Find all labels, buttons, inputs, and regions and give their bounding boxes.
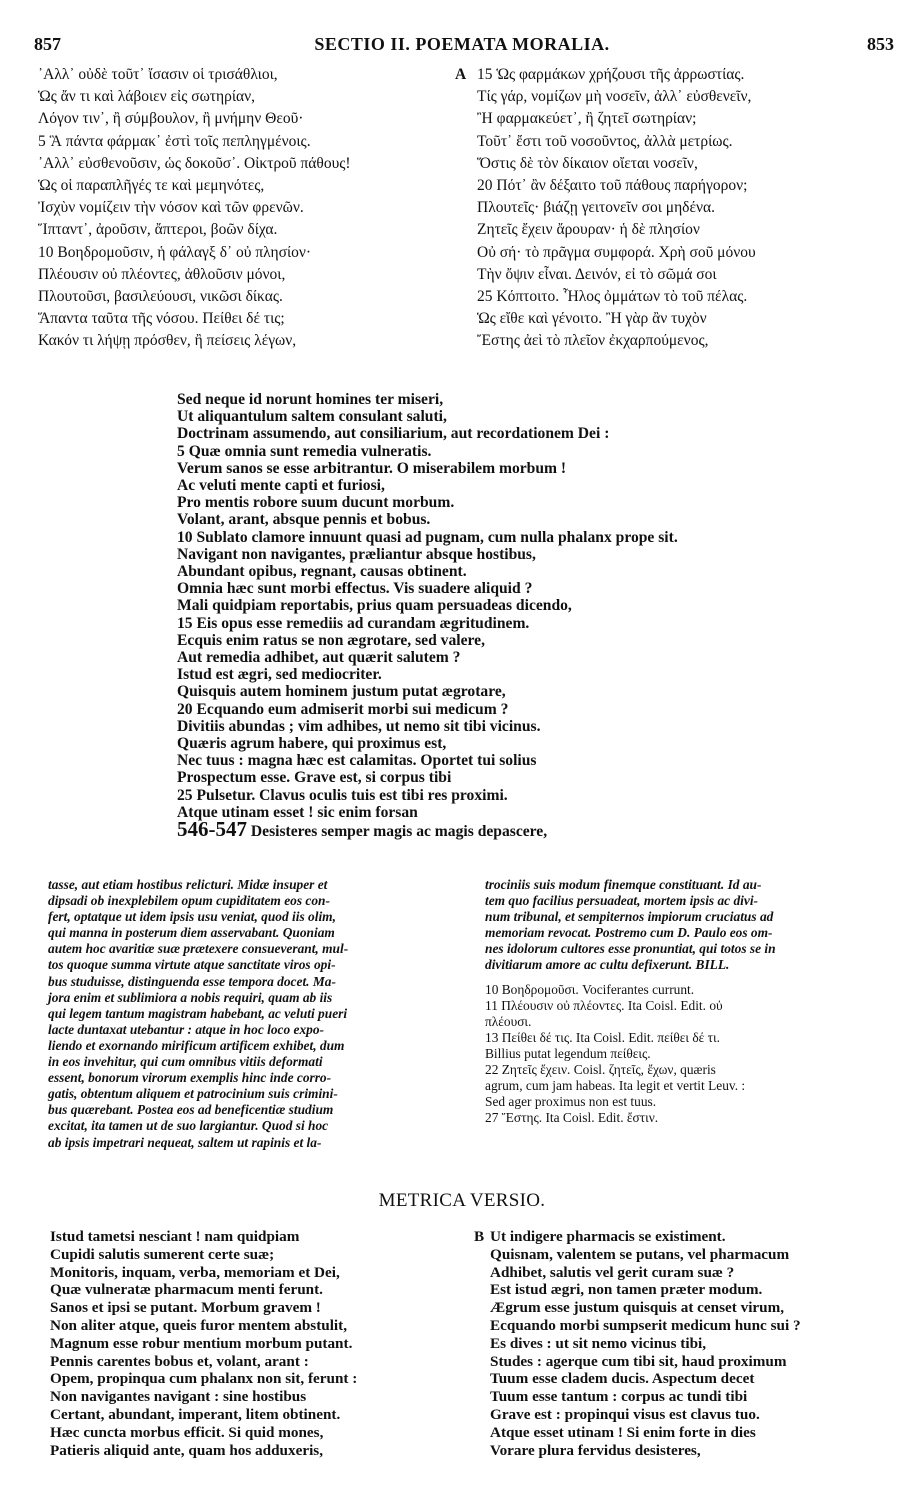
latin-verse-line: Divitiis abundas ; vim adhibes, ut nemo sit tibi vicinus. [177, 717, 541, 735]
greek-verse-line: Πλουτοῦσι, βασιλεύουσι, νικῶσι δίκας. [38, 288, 283, 306]
metrica-verse-line: Ecquando morbi sumpserit medicum hunc sui ? [490, 1316, 801, 1334]
metrica-verse-line: Opem, propinqua cum phalanx non sit, ferunt : [50, 1370, 358, 1388]
variant-reading-line: πλέουσι. [485, 1013, 532, 1029]
latin-verse-line: Ecquis enim ratus se non ægrotare, sed valere, [177, 631, 485, 649]
greek-verse-line: Οὐ σή· τὸ πρᾶγμα συμφορά. Χρὴ σοῦ μόνου [477, 243, 756, 261]
column-number-ref: 546-547 [177, 817, 247, 842]
greek-verse-line: Ἢ φαρμακεύετ᾽, ἢ ζητεῖ σωτηρίαν; [477, 110, 697, 128]
greek-verse-line: Ὡς ἄν τι καὶ λάβοιεν εἰς σωτηρίαν, [38, 88, 256, 106]
latin-verse-line: 5 Quæ omnia sunt remedia vulneratis. [177, 442, 432, 460]
greek-verse-line: Τοῦτ᾽ ἔστι τοῦ νοσοῦντος, ἀλλὰ μετρίως. [477, 132, 733, 150]
latin-verse-line: Sed neque id norunt homines ter miseri, [177, 391, 444, 408]
metrica-verse-line: Sanos et ipsi se putant. Morbum gravem ! [50, 1299, 321, 1317]
metrica-verse-line: Studes : agerque cum tibi sit, haud proximum [490, 1352, 787, 1370]
greek-verse-line: 15 Ὡς φαρμάκων χρήζουσι τῆς ἀρρωστίας. [477, 66, 745, 83]
footnote-line: qui legem tantum magistram habebant, ac veluti pueri [48, 1005, 348, 1021]
latin-verse-line: 25 Pulsetur. Clavus oculis tuis est tibi res proximi. [177, 786, 508, 804]
variant-reading-line: 10 Βοηδρομοῦσι. Vociferantes currunt. [485, 981, 695, 997]
metrica-verse-line: Quæ vulneratæ pharmacum menti ferunt. [50, 1281, 323, 1299]
latin-verse-line: Ut aliquantulum saltem consulant saluti, [177, 408, 447, 426]
metrica-verse-line: Non navigantes navigant : sine hostibus [50, 1388, 307, 1406]
metrica-verse-line: Magnum esse robur mentium morbum putant. [50, 1334, 353, 1352]
greek-verse-line: Ὅστις δὲ τὸν δίκαιον οἴεται νοσεῖν, [477, 154, 698, 172]
footnote-line: divitiarum amore ac cultu defixerunt. BILL. [485, 957, 730, 973]
greek-verse-line: Πλουτεῖς· βιάζῃ γειτονεῖν σοι μηδένα. [477, 199, 715, 217]
greek-text-left-column [38, 64, 458, 353]
latin-verse-line: Navigant non navigantes, præliantur absque hostibus, [177, 545, 536, 563]
greek-verse-line: Κακόν τι λήψῃ πρόσθεν, ἢ πείσεις λέγων, [38, 332, 297, 350]
variant-reading-line: 11 Πλέουσιν οὐ πλέοντες. Ita Coisl. Edit. οὐ [485, 997, 723, 1013]
footnote-continuation [485, 877, 905, 974]
greek-verse-line: Λόγον τιν᾽, ἢ σύμβουλον, ἢ μνήμην Θεοῦ· [38, 110, 304, 128]
metrica-right-column [474, 1228, 914, 1459]
greek-verse-line: Ἔστης ἀεὶ τὸ πλεῖον ἐκχαρπούμενος, [477, 332, 709, 350]
footnote-line: trociniis suis modum finemque constituant. Id au- [485, 877, 762, 892]
footnote-line: bus quærebant. Postea eos ad beneficentiæ studium [48, 1102, 334, 1118]
metrica-verse-line: Atque esset utinam ! Si enim forte in dies [490, 1423, 756, 1441]
footnote-line: dipsadi ob inexplebilem opum cupiditatem eos con- [48, 893, 330, 909]
metrica-left-column [50, 1228, 470, 1459]
metrica-verse-line: Pennis carentes bobus et, volant, arant : [50, 1352, 309, 1370]
latin-verse-line: Abundant opibus, regnant, causas obtinent. [177, 563, 467, 581]
footnote-line: ab ipsis impetrari nequeat, saltem ut rapinis et la- [48, 1134, 322, 1150]
greek-verse-line: Ζητεῖς ἔχειν ἄρουραν· ἡ δὲ πλησίον [477, 221, 700, 239]
greek-verse-line: Ἰσχὺν νομίζειν τὴν νόσον καὶ τῶν φρενῶν. [38, 199, 304, 217]
variant-reading-line: 13 Πείθει δέ τις. Ita Coisl. Edit. πείθει δέ τι. [485, 1029, 720, 1045]
greek-verse-line: ᾽Αλλ᾽ οὐδὲ τοῦτ᾽ ἴσασιν οἱ τρισάθλιοι, [38, 66, 278, 83]
metrica-verse-line: Cupidi salutis sumerent certe suæ; [50, 1245, 275, 1263]
metrica-verse-line: Est istud ægri, non tamen præter modum. [490, 1281, 763, 1299]
metrica-verse-line: Adhibet, salutis vel gerit curam suæ ? [490, 1263, 735, 1281]
variant-reading-line: Billius putat legendum πείθεις. [485, 1045, 651, 1061]
greek-verse-line: Ἅπαντα ταῦτα τῆς νόσου. Πείθει δέ τις; [38, 310, 285, 328]
latin-verse-line: Omnia hæc sunt morbi effectus. Vis suadere aliquid ? [177, 580, 533, 598]
metrica-verse-line: Non aliter atque, queis furor mentem abstulit, [50, 1316, 348, 1334]
footnote-line: tasse, aut etiam hostibus relicturi. Midæ insuper et [48, 877, 328, 892]
latin-verse-line: 20 Ecquando eum admiserit morbi sui medicum ? [177, 700, 509, 718]
greek-verse-line: Πλέουσιν οὐ πλέοντες, ἀθλοῦσιν μόνοι, [38, 265, 286, 283]
variant-reading-line: 22 Ζητεῖς ἔχειν. Coisl. ζητεῖς, ἔχων, quæris [485, 1062, 716, 1078]
metrica-verse-line: Hæc cuncta morbus efficit. Si quid mones, [50, 1423, 324, 1441]
metrica-verse-line: Patieris aliquid ante, quam hos adduxeris, [50, 1441, 323, 1459]
metrica-verse-line: Vorare plura fervidus desisteres, [490, 1441, 701, 1459]
variant-reading-line: Sed ager proximus non est tuus. [485, 1094, 657, 1110]
footnote-line: autem hoc avaritiæ suæ prætexere consueverant, mul- [48, 941, 349, 957]
latin-verse-line: Istud est ægri, sed mediocriter. [177, 666, 382, 684]
greek-verse-line: 25 Κόπτοιτο. Ἧλος ὀμμάτων τὸ τοῦ πέλας. [477, 288, 748, 306]
latin-verse-line: Volant, arant, absque pennis et bobus. [177, 511, 431, 529]
latin-verse-line: Ac veluti mente capti et furiosi, [177, 477, 385, 495]
footnote-line: tem quo facilius persuadeat, mortem ipsis ac divi- [485, 893, 759, 909]
variant-reading-line: agrum, cum jam habeas. Ita legit et vertit Leuv. : [485, 1078, 746, 1094]
column-marker-b: B [474, 1228, 485, 1245]
greek-verse-line: Ἵπταντ᾽, ἀροῦσιν, ἄπτεροι, βοῶν δίχα. [38, 221, 278, 239]
footnote-line: in eos invehitur, qui cum omnibus vitiis deformati [48, 1054, 323, 1070]
latin-verse-line: Quisquis autem hominem justum putat ægrotare, [177, 683, 506, 701]
footnote-line: num tribunal, et sempiternos impiorum cruciatus ad [485, 909, 774, 925]
footnote-line: tos quoque summa virtute atque sanctitate viros opi- [48, 957, 336, 973]
latin-verse-line: 10 Sublato clamore innuunt quasi ad pugnam, cum nulla phalanx prope sit. [177, 528, 678, 546]
running-title: SECTIO II. POEMATA MORALIA. [314, 34, 610, 54]
metrica-verse-line: Ægrum esse justum quisquis at censet virum, [490, 1299, 785, 1317]
latin-verse-line: Aut remedia adhibet, aut quærit salutem ? [177, 649, 461, 667]
greek-verse-line: Ὡς εἴθε καὶ γένοιτο. Ἢ γὰρ ἂν τυχὸν [477, 310, 707, 328]
latin-verse-line: Quæris agrum habere, qui proximus est, [177, 735, 447, 753]
metrica-verse-line: Es dives : ut sit nemo vicinus tibi, [490, 1334, 707, 1352]
latin-line-last [177, 817, 817, 842]
latin-verse-line: Doctrinam assumendo, aut consiliarium, aut recordationem Dei : [177, 425, 610, 443]
latin-verse-line: Prospectum esse. Grave est, si corpus tibi [177, 769, 452, 787]
greek-verse-line: 5 Ἃ πάντα φάρμακ᾽ ἐστὶ τοῖς πεπληγμένοις. [38, 132, 311, 150]
metrica-verse-line: Tuum esse cladem ducis. Aspectum decet [490, 1370, 755, 1388]
greek-verse-line: 10 Βοηδρομοῦσιν, ἡ φάλαγξ δ᾽ οὐ πλησίον· [38, 243, 312, 261]
footnote-line: gatis, obtentum aliquem et patrocinium suis crimini- [48, 1086, 338, 1102]
latin-verse-line: Verum sanos se esse arbitrantur. O miserabilem morbum ! [177, 459, 567, 477]
footnote-line: essent, bonorum virorum exemplis hinc inde corro- [48, 1070, 332, 1086]
footnote-line: excitat, ita tamen ut de suo largiantur. Quod si hoc [48, 1118, 329, 1134]
footnote-line: lacte duntaxat utebantur : atque in hoc loco expo- [48, 1021, 325, 1037]
greek-verse-line: Τίς γάρ, νομίζων μὴ νοσεῖν, ἀλλ᾽ εὐσθενεῖν, [477, 88, 752, 106]
footnote-line: qui manna in posterum diem asservabant. Quoniam [48, 925, 335, 941]
variant-readings [485, 982, 905, 1127]
footnote-right-column [485, 877, 905, 1126]
footnote-left-column [48, 877, 468, 1151]
greek-verse-line: Τὴν ὄψιν εἶναι. Δεινόν, εἰ τὸ σῶμά σοι [477, 265, 717, 283]
footnote-line: bus studuisse, distinguenda esse tempora docet. Ma- [48, 973, 336, 989]
greek-verse-line: Ὡς οἱ παραπλῆγές τε καὶ μεμηνότες, [38, 177, 265, 195]
variant-reading-line: 27 Ἔστης. Ita Coisl. Edit. ἔστιν. [485, 1110, 659, 1126]
latin-verse-line: Mali quidpiam reportabis, prius quam persuadeas dicendo, [177, 597, 572, 615]
metrica-verse-line: Monitoris, inquam, verba, memoriam et Dei, [50, 1263, 340, 1281]
metrica-verse-line: Tuum esse tantum : corpus ac tundi tibi [490, 1388, 748, 1406]
page-number-left: 857 [34, 34, 61, 54]
metrica-verse-line: Certant, abundant, imperant, litem obtinent. [50, 1405, 341, 1423]
page-number-right: 853 [867, 34, 894, 54]
metrica-heading: METRICA VERSIO. [378, 1190, 546, 1211]
latin-verse-line: Nec tuus : magna hæc est calamitas. Oportet tui solius [177, 752, 537, 770]
metrica-verse-line: Ut indigere pharmacis se existiment. [490, 1228, 726, 1245]
latin-translation [177, 391, 817, 840]
latin-verse-line: Atque utinam esset ! sic enim forsan [177, 803, 418, 821]
footnote-line: nes idolorum cultores esse pronuntiat, qui totos se in [485, 941, 776, 957]
metrica-verse-line: Quisnam, valentem se putans, vel pharmacum [490, 1245, 790, 1263]
latin-verse-line: 15 Eis opus esse remediis ad curandam ægritudinem. [177, 614, 530, 632]
page-header [30, 34, 894, 56]
greek-text-right-column [455, 64, 895, 353]
footnote-line: liendo et exornando mirificum artificem exhibet, dum [48, 1037, 345, 1053]
footnote-line: fert, optatque ut idem ipsis usu veniat, quod iis olim, [48, 909, 336, 925]
latin-verse-line: Pro mentis robore suum ducunt morbum. [177, 494, 455, 512]
footnote-line: memoriam revocat. Postremo cum D. Paulo eos om- [485, 925, 773, 941]
footnote-line: jora enim et sublimiora a nobis requiri, quam ab iis [48, 989, 333, 1005]
greek-verse-line: 20 Πότ᾽ ἂν δέξαιτο τοῦ πάθους παρήγορον; [477, 177, 748, 195]
column-marker-a: A [455, 66, 467, 83]
latin-line-last-text: Desisteres semper magis ac magis depascere, [250, 823, 548, 841]
metrica-verse-line: Istud tametsi nesciant ! nam quidpiam [50, 1228, 300, 1245]
greek-verse-line: ᾽Αλλ᾽ εὐσθενοῦσιν, ὡς δοκοῦσ᾽. Οἰκτροῦ πάθους! [38, 154, 351, 172]
metrica-verse-line: Grave est : propinqui visus est clavus tuo. [490, 1405, 760, 1423]
